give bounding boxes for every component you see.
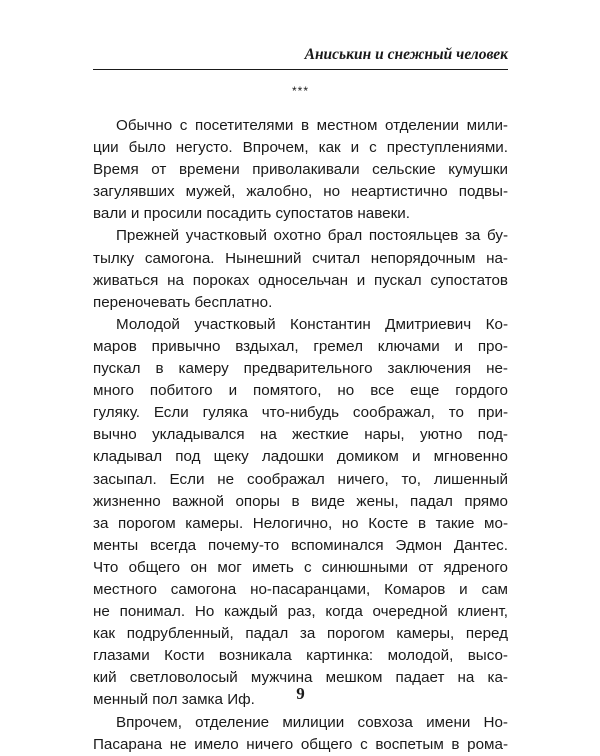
text-line: не понимал. Но каждый раз, когда очередной клиент, <box>93 603 508 621</box>
text-line: жизненно важной опоры в виде жены, падал прямо <box>93 492 508 510</box>
text-line: гуляку. Если гуляка что-нибудь соображал, то при- <box>93 404 508 422</box>
text-line: за порогом камеры. Нелогично, но Косте в такие мо- <box>93 514 508 532</box>
text-line: Что общего он мог иметь с синюшными от ядреного <box>93 558 508 576</box>
text-line: маров привычно вздыхал, гремел ключами и про- <box>93 337 508 355</box>
paragraph <box>93 712 508 756</box>
text-line: местного самогона но-пасаранцами, Комаров и сам <box>93 580 508 598</box>
text-line: ции было негусто. Впрочем, как и с преступлениями. <box>93 139 508 157</box>
paragraph <box>93 115 508 225</box>
text-line: переночевать бесплатно. <box>93 293 273 311</box>
text-line: пускал в камеру предварительного заключения не- <box>93 360 508 378</box>
page-number: 9 <box>296 684 305 703</box>
text-line: вычно укладывался на жесткие нары, уютно под- <box>93 426 508 444</box>
body-text <box>93 115 508 756</box>
header-rule <box>93 69 508 70</box>
text-line: менты всегда почему-то вспоминался Эдмон Дантес. <box>93 536 508 554</box>
text-line: Впрочем, отделение милиции совхоза имени Но- <box>116 713 508 731</box>
text-line: как подрубленный, падал за порогом камеры, перед <box>93 625 508 643</box>
text-line: засыпал. Если не соображал ничего, то, лишенный <box>93 470 508 488</box>
text-line: Прежней участковый охотно брал постояльцев за бу- <box>116 227 508 245</box>
paragraph <box>93 225 508 313</box>
running-header-title: Аниськин и снежный человек <box>304 46 508 63</box>
text-line: Пасарана не имело ничего общего с воспетым в рома- <box>93 735 508 753</box>
text-line: кладывал под щеку ладошки домиком и мгновенно <box>93 448 508 466</box>
text-line: вали и просили посадить супостатов навеки. <box>93 205 410 223</box>
text-line: менный пол замка Иф. <box>93 691 255 709</box>
text-line: тылку самогона. Нынешний считал непорядочным на- <box>93 249 508 267</box>
paragraph <box>93 314 508 712</box>
text-line: Обычно с посетителями в местном отделении мили- <box>116 117 508 134</box>
text-line: много побитого и помятого, но все еще гордого <box>93 382 508 400</box>
text-line: Время от времени приволакивали сельские кумушки <box>93 161 508 179</box>
text-line: кий светловолосый мужчина мешком падает на ка- <box>93 669 508 687</box>
text-line: Молодой участковый Константин Дмитриевич Ко- <box>116 315 508 333</box>
section-separator: *** <box>291 84 309 98</box>
text-line: живаться на пороках односельчан и пускал супостатов <box>93 271 508 289</box>
text-line: глазами Кости возникала картинка: молодой, высо- <box>93 647 508 665</box>
text-line: загулявших мужей, жалобно, но неартистично подвы- <box>93 183 508 201</box>
